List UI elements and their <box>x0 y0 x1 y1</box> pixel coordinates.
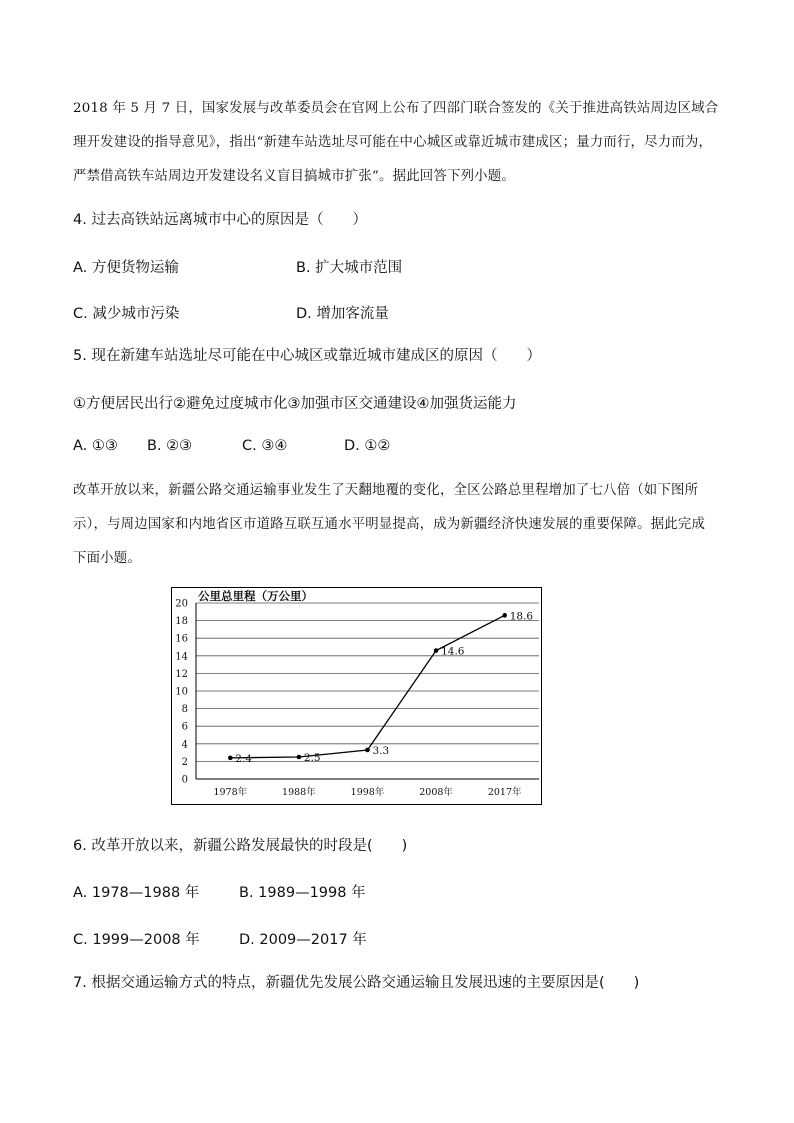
passage-2-line-2: 示），与周边国家和内地省区市道路互联互通水平明显提高，成为新疆经济快速发展的重要保障。据此完成 <box>73 517 706 532</box>
y-tick-label: 12 <box>175 668 188 680</box>
q6-option-a[interactable]: A. 1978—1988 年 <box>73 885 200 901</box>
data-point <box>502 613 507 618</box>
chart-title: 公里总里程（万公里） <box>198 589 313 603</box>
q4-option-a[interactable]: A. 方便货物运输 <box>73 260 179 276</box>
q6-option-b[interactable]: B. 1989—1998 年 <box>239 885 366 901</box>
chart-svg <box>172 588 541 804</box>
question-6-stem: 6. 改革开放以来，新疆公路发展最快的时段是( ) <box>73 838 408 854</box>
x-tick-label: 1988年 <box>282 787 316 798</box>
passage-1-line-2: 理开发建设的指导意见》，指出“新建车站选址尽可能在中心城区或靠近城市建成区；量力而行，尽力而为， <box>73 135 713 150</box>
series-line <box>230 615 504 758</box>
q4-option-c[interactable]: C. 减少城市污染 <box>73 306 180 322</box>
q5-option-d[interactable]: D. ①② <box>344 438 391 454</box>
y-tick-label: 20 <box>175 598 188 610</box>
passage-2 <box>73 474 725 576</box>
q6-option-d[interactable]: D. 2009—2017 年 <box>239 932 367 948</box>
data-label: 2.5 <box>303 752 321 764</box>
passage-1-line-3: 严禁借高铁车站周边开发建设名义盲目搞城市扩张”。据此回答下列小题。 <box>73 169 515 184</box>
data-point <box>297 755 302 760</box>
data-label: 14.6 <box>441 645 465 658</box>
y-tick-label: 8 <box>181 704 188 716</box>
q5-option-a[interactable]: A. ①③ <box>73 438 118 454</box>
q4-option-b[interactable]: B. 扩大城市范围 <box>296 260 403 276</box>
data-point <box>434 648 439 653</box>
x-tick-label: 1998年 <box>350 787 385 798</box>
y-tick-label: 0 <box>181 774 188 786</box>
passage-2-line-3: 下面小题。 <box>73 551 141 566</box>
y-tick-label: 10 <box>175 686 188 698</box>
y-tick-label: 6 <box>181 721 188 733</box>
question-7-stem: 7. 根据交通运输方式的特点，新疆优先发展公路交通运输且发展迅速的主要原因是( ) <box>73 975 640 991</box>
data-point <box>365 748 370 753</box>
y-tick-label: 18 <box>175 616 188 628</box>
passage-1-line-1: 2018 年 5 月 7 日，国家发展与改革委员会在官网上公布了四部门联合签发的《关于推进高铁站周边区域合 <box>73 101 719 116</box>
question-5-stem: 5. 现在新建车站选址尽可能在中心城区或靠近城市建成区的原因（ ） <box>73 348 541 364</box>
y-tick-label: 2 <box>181 756 188 768</box>
passage-1 <box>73 92 725 194</box>
y-tick-label: 14 <box>175 651 188 663</box>
x-tick-label: 1978年 <box>213 787 248 798</box>
q5-option-c[interactable]: C. ③④ <box>242 438 288 454</box>
data-label: 2.4 <box>235 752 253 765</box>
data-point <box>228 756 233 761</box>
data-label: 18.6 <box>509 610 534 623</box>
x-tick-label: 2008年 <box>419 787 453 798</box>
q5-option-b[interactable]: B. ②③ <box>147 438 193 454</box>
q4-option-d[interactable]: D. 增加客流量 <box>296 306 389 322</box>
passage-2-line-1: 改革开放以来，新疆公路交通运输事业发生了天翻地覆的变化，全区公路总里程增加了七八倍（如下图所 <box>73 483 699 498</box>
highway-mileage-chart <box>171 587 542 805</box>
x-tick-label: 2017年 <box>487 787 522 798</box>
question-4-stem: 4. 过去高铁站远离城市中心的原因是（ ） <box>73 212 367 228</box>
q5-items: ①方便居民出行②避免过度城市化③加强市区交通建设④加强货运能力 <box>73 396 517 412</box>
q6-option-c[interactable]: C. 1999—2008 年 <box>73 932 200 948</box>
data-label: 3.3 <box>372 744 390 757</box>
y-tick-label: 16 <box>175 633 188 645</box>
y-tick-label: 4 <box>181 739 188 751</box>
